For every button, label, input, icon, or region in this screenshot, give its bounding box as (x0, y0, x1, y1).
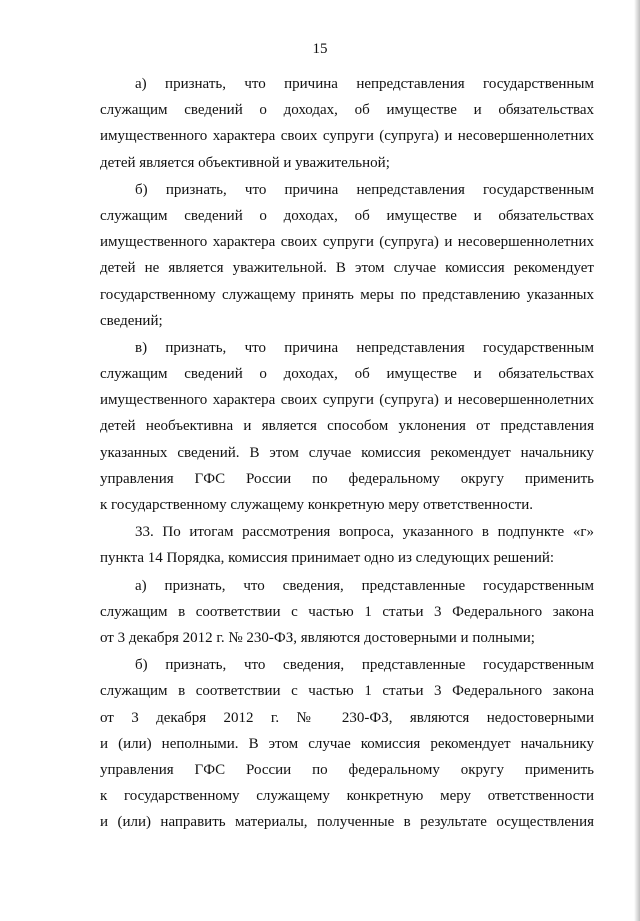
paragraph-v (100, 335, 594, 518)
text-line: детей необъективна и является способом уклонения от представления (100, 418, 594, 435)
text-line: имущественного характера своих супруги (супруга) и несовершеннолетних (100, 392, 594, 409)
text-line: имущественного характера своих супруги (супруга) и несовершеннолетних (100, 128, 594, 145)
paragraph-a-second (100, 573, 594, 652)
text-line: а) признать, что сведения, представленные государственным (135, 577, 594, 594)
text-line: служащим сведений о доходах, об имуществе и обязательствах (100, 207, 594, 224)
text-line: служащим в соответствии с частью 1 статьи 3 Федерального закона (100, 603, 594, 620)
paragraph-b-second (100, 652, 594, 835)
document-body (100, 71, 594, 835)
paragraph-33 (100, 519, 594, 571)
text-line: 33. По итогам рассмотрения вопроса, указанного в подпункте «г» (135, 524, 594, 541)
text-line: служащим сведений о доходах, об имуществе и обязательствах (100, 102, 594, 119)
text-line: в) признать, что причина непредставления государственным (135, 339, 594, 356)
text-line: служащим сведений о доходах, об имуществе и обязательствах (100, 366, 594, 383)
text-line: от 3 декабря 2012 г. № 230-ФЗ, являются достоверными и полными; (100, 629, 535, 646)
text-line: к государственному служащему конкретную меру ответственности (100, 788, 594, 805)
text-line: имущественного характера своих супруги (супруга) и несовершеннолетних (100, 234, 594, 251)
text-line: детей не является уважительной. В этом случае комиссия рекомендует (100, 260, 594, 277)
paragraph-b-first (100, 177, 594, 334)
paragraph-a-first (100, 71, 594, 176)
text-line: б) признать, что сведения, представленные государственным (135, 657, 594, 674)
text-line: управления ГФС России по федеральному округу применить (100, 470, 594, 487)
text-line: государственному служащему принять меры по представлению указанных (100, 286, 594, 303)
page-number: 15 (312, 41, 328, 57)
text-line: и (или) неполными. В этом случае комиссия рекомендует начальнику (100, 735, 594, 752)
text-line: управления ГФС России по федеральному округу применить (100, 761, 594, 778)
text-line: от 3 декабря 2012 г. № 230-ФЗ, являются недостоверными (100, 709, 594, 726)
text-line: а) признать, что причина непредставления государственным (135, 76, 594, 92)
text-line: б) признать, что причина непредставления государственным (135, 181, 594, 198)
page-edge-shadow (634, 0, 640, 921)
text-line: пункта 14 Порядка, комиссия принимает одно из следующих решений: (100, 550, 555, 567)
text-line: к государственному служащему конкретную меру ответственности. (100, 497, 534, 513)
text-line: указанных сведений. В этом случае комиссия рекомендует начальнику (100, 444, 594, 461)
text-line: и (или) направить материалы, полученные в результате осуществления (100, 814, 594, 831)
text-line: сведений; (100, 312, 163, 329)
text-line: служащим в соответствии с частью 1 статьи 3 Федерального закона (100, 683, 594, 700)
text-line: детей является объективной и уважительной; (100, 154, 390, 171)
